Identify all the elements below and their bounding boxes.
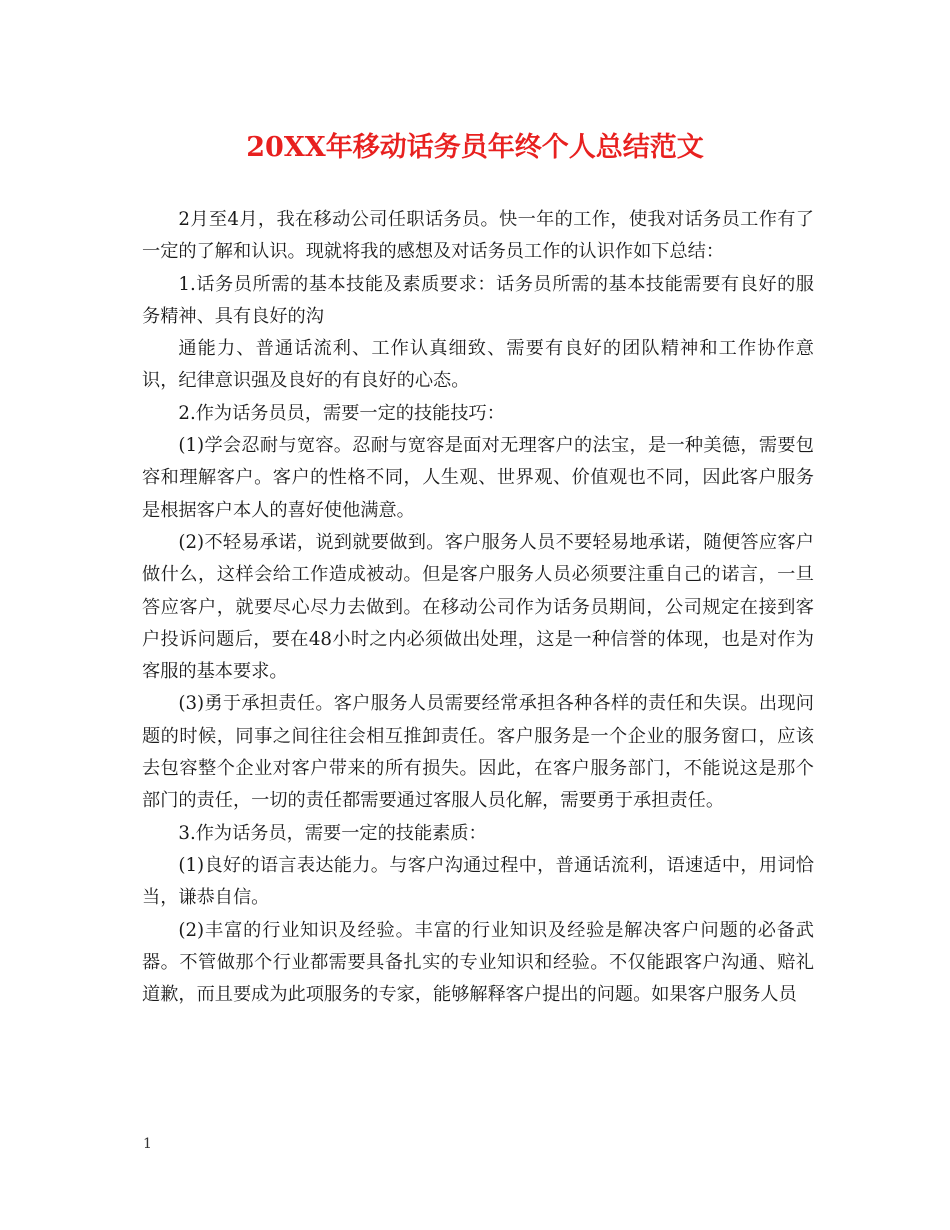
paragraph-section-3-item-2: (2)丰富的行业知识及经验。丰富的行业知识及经验是解决客户问题的必备武器。不管做那个行业都需要具备扎实的专业知识和经验。不仅能跟客户沟通、赔礼道歉，而且要成为此项服务的专家，能够解释客户提出的问题。如果客户服务人员 [142, 919, 814, 1006]
paragraph-section-1: 1.话务员所需的基本技能及素质要求：话务员所需的基本技能需要有良好的服务精神、具有良好的沟 [142, 273, 814, 327]
paragraph-intro: 2月至4月，我在移动公司任职话务员。快一年的工作，使我对话务员工作有了一定的了解和认识。现就将我的感想及对话务员工作的认识作如下总结： [142, 209, 814, 263]
paragraph-section-3-item-1: (1)良好的语言表达能力。与客户沟通过程中，普通话流利，语速适中，用词恰当，谦恭自信。 [142, 854, 814, 909]
paragraph-section-2-item-1: (1)学会忍耐与宽容。忍耐与宽容是面对无理客户的法宝，是一种美德，需要包容和理解客户。客户的性格不同，人生观、世界观、价值观也不同，因此客户服务是根据客户本人的喜好使他满意。 [142, 435, 814, 521]
paragraph-section-2-item-3: (3)勇于承担责任。客户服务人员需要经常承担各种各样的责任和失误。出现问题的时候，同事之间往往会相互推卸责任。客户服务是一个企业的服务窗口，应该去包容整个企业对客户带来的所有损失。因此，在客户服务部门，不能说这是那个部门的责任，一切的责任都需要通过客服人员化解，需要勇于承担责任。 [142, 693, 814, 812]
paragraph-section-2-heading: 2.作为话务员员，需要一定的技能技巧： [178, 402, 505, 424]
paragraph-section-3-heading: 3.作为话务员，需要一定的技能素质： [178, 822, 487, 844]
paragraph-section-1-continued: 通能力、普通话流利、工作认真细致、需要有良好的团队精神和工作协作意识，纪律意识强及良好的有良好的心态。 [142, 338, 814, 392]
page-number: 1 [143, 1136, 152, 1152]
paragraph-section-2-item-2: (2)不轻易承诺，说到就要做到。客户服务人员不要轻易地承诺，随便答应客户做什么，这样会给工作造成被动。但是客户服务人员必须要注重自己的诺言，一旦答应客户，就要尽心尽力去做到。在移动公司作为话务员期间，公司规定在接到客户投诉问题后，要在48小时之内必须做出处理，这是一种信誉的体现，也是对作为客服的基本要求。 [142, 531, 814, 683]
document-title: 20XX年移动话务员年终个人总结范文 [246, 132, 704, 163]
document-body [142, 204, 814, 1011]
